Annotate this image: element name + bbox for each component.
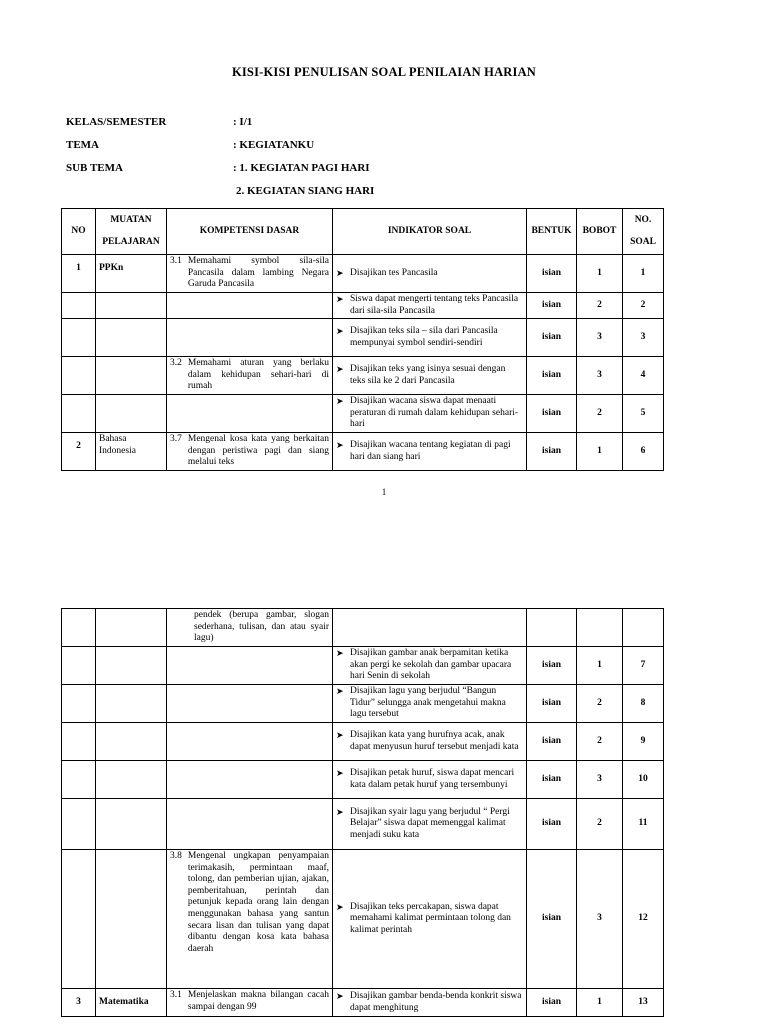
arrow-bullet-icon: ➤ xyxy=(336,767,344,778)
cell-bentuk xyxy=(527,799,577,850)
kd-text: Memahami aturan yang berlaku dalam kehidupan sehari-hari di rumah xyxy=(187,358,329,392)
subject-name: Bahasa Indonesia xyxy=(99,434,136,456)
kd-number: 3.1 xyxy=(170,990,182,1000)
header-muatan xyxy=(96,209,167,255)
cell-bobot xyxy=(577,255,623,293)
header-bentuk: BENTUK xyxy=(527,209,577,255)
cell-no-soal xyxy=(623,723,664,761)
bobot-value: 3 xyxy=(597,773,602,784)
cell-no xyxy=(62,293,96,319)
kd-item xyxy=(170,851,329,955)
indikator-text: Disajikan petak huruf, siswa dapat mencari kata dalam petak huruf yang tersembunyi xyxy=(350,767,515,790)
cell-bentuk xyxy=(527,761,577,799)
cell-indikator xyxy=(333,989,527,1017)
kd-text: pendek (berupa gambar, slogan sederhana, tulisan, dan atau syair lagu) xyxy=(194,610,329,644)
cell-no-soal xyxy=(623,357,664,395)
cell-kompetensi-dasar xyxy=(167,799,333,850)
soal-number: 7 xyxy=(640,659,646,670)
cell-no-soal xyxy=(623,647,664,685)
table-row xyxy=(62,395,664,433)
arrow-bullet-icon: ➤ xyxy=(336,806,344,817)
arrow-bullet-icon: ➤ xyxy=(336,267,344,278)
indikator-text: Disajikan wacana tentang kegiatan di pagi hari dan siang hari xyxy=(350,439,511,462)
cell-no xyxy=(62,357,96,395)
cell-no xyxy=(62,799,96,850)
cell-indikator xyxy=(333,609,527,647)
table-row xyxy=(62,433,664,471)
indikator-text: Disajikan teks yang isinya sesuai dengan teks sila ke 2 dari Pancasila xyxy=(350,364,506,386)
cell-bentuk xyxy=(527,433,577,471)
cell-bobot xyxy=(577,799,623,850)
soal-number: 11 xyxy=(638,818,648,829)
header-nosoal-line2: SOAL xyxy=(630,236,656,247)
arrow-bullet-icon: ➤ xyxy=(336,294,344,304)
bobot-value: 1 xyxy=(597,659,602,670)
indikator-item xyxy=(336,294,523,317)
kd-number: 3.7 xyxy=(170,434,182,445)
cell-no xyxy=(62,395,96,433)
cell-indikator xyxy=(333,850,527,989)
indikator-text: Disajikan gambar anak berpamitan ketika akan pergi ke sekolah dan gambar upacara hari Senin di sekolah xyxy=(350,648,512,682)
cell-bobot xyxy=(577,293,623,319)
bentuk-value: isian xyxy=(541,659,561,670)
meta-key: TEMA xyxy=(66,139,99,151)
arrow-bullet-icon: ➤ xyxy=(336,396,344,407)
subject-name: Matematika xyxy=(99,997,149,1007)
table-row xyxy=(62,357,664,395)
cell-bobot xyxy=(577,989,623,1017)
row-number: 2 xyxy=(76,441,81,452)
kd-number: 3.8 xyxy=(170,851,182,861)
cell-kompetensi-dasar xyxy=(167,255,333,293)
meta-value: 2. KEGIATAN SIANG HARI xyxy=(236,185,375,197)
cell-bentuk xyxy=(527,989,577,1017)
kd-text: Mengenal kosa kata yang berkaitan dengan peristiwa pagi dan siang melalui teks xyxy=(187,434,329,468)
cell-bentuk xyxy=(527,723,577,761)
cell-no xyxy=(62,685,96,723)
header-bobot: BOBOT xyxy=(577,209,623,255)
bobot-value: 3 xyxy=(597,369,602,380)
header-nosoal-line1: NO. xyxy=(634,214,652,225)
cell-muatan xyxy=(96,357,167,395)
cell-muatan xyxy=(96,761,167,799)
cell-indikator xyxy=(333,761,527,799)
cell-no-soal xyxy=(623,433,664,471)
arrow-bullet-icon: ➤ xyxy=(336,326,344,337)
indikator-item xyxy=(336,807,523,842)
soal-number: 1 xyxy=(640,267,646,278)
cell-muatan xyxy=(96,989,167,1017)
bentuk-value: isian xyxy=(541,369,561,380)
table-row xyxy=(62,761,664,799)
soal-number: 9 xyxy=(640,735,646,746)
table-row xyxy=(62,989,664,1017)
table-row xyxy=(62,255,664,293)
cell-no xyxy=(62,319,96,357)
cell-bobot xyxy=(577,685,623,723)
header-muatan-line1: MUATAN xyxy=(110,214,152,225)
cell-muatan xyxy=(96,293,167,319)
indikator-item xyxy=(336,396,523,431)
indikator-item xyxy=(336,648,523,683)
bobot-value: 3 xyxy=(597,913,602,924)
header-no: NO xyxy=(62,209,96,255)
meta-key: SUB TEMA xyxy=(66,162,123,174)
indikator-item xyxy=(336,440,523,463)
cell-muatan xyxy=(96,850,167,989)
cell-indikator xyxy=(333,799,527,850)
cell-muatan xyxy=(96,647,167,685)
meta-value: : KEGIATANKU xyxy=(233,139,315,151)
cell-indikator xyxy=(333,319,527,357)
cell-no-soal xyxy=(623,761,664,799)
header-kd: KOMPETENSI DASAR xyxy=(167,209,333,255)
cell-kompetensi-dasar xyxy=(167,293,333,319)
cell-bentuk xyxy=(527,357,577,395)
indikator-text: Disajikan lagu yang berjudul “Bangun Tidur” selungga anak mengetahui makna lagu tersebut xyxy=(350,686,506,720)
cell-kompetensi-dasar xyxy=(167,850,333,989)
arrow-bullet-icon: ➤ xyxy=(336,686,344,697)
cell-bobot xyxy=(577,433,623,471)
indikator-text: Disajikan tes Pancasila xyxy=(350,267,438,278)
indikator-text: Disajikan gambar benda-benda konkrit siswa dapat menghitung xyxy=(350,990,522,1013)
cell-kompetensi-dasar xyxy=(167,685,333,723)
cell-no-soal xyxy=(623,255,664,293)
row-number: 1 xyxy=(76,263,81,273)
cell-bentuk xyxy=(527,850,577,989)
cell-no-soal xyxy=(623,319,664,357)
bobot-value: 3 xyxy=(597,331,602,342)
cell-no-soal xyxy=(623,799,664,850)
table-header-row xyxy=(62,209,664,255)
cell-muatan xyxy=(96,723,167,761)
cell-bobot xyxy=(577,319,623,357)
cell-no xyxy=(62,255,96,293)
cell-muatan xyxy=(96,799,167,850)
cell-bobot xyxy=(577,395,623,433)
cell-no xyxy=(62,723,96,761)
cell-bentuk xyxy=(527,609,577,647)
cell-indikator xyxy=(333,647,527,685)
cell-muatan xyxy=(96,609,167,647)
arrow-bullet-icon: ➤ xyxy=(336,439,344,450)
cell-bentuk xyxy=(527,395,577,433)
kisi-kisi-table-page-2 xyxy=(61,608,664,1017)
bobot-value: 2 xyxy=(597,299,602,310)
cell-bobot xyxy=(577,357,623,395)
cell-no xyxy=(62,609,96,647)
bobot-value: 1 xyxy=(597,996,602,1007)
arrow-bullet-icon: ➤ xyxy=(336,990,344,1001)
cell-no-soal xyxy=(623,293,664,319)
bentuk-value: isian xyxy=(541,996,561,1007)
cell-muatan xyxy=(96,395,167,433)
bobot-value: 1 xyxy=(597,267,602,278)
cell-muatan xyxy=(96,433,167,471)
bobot-value: 2 xyxy=(597,697,602,708)
indikator-text: Disajikan kata yang hurufnya acak, anak dapat menyusun huruf tersebut menjadi kata xyxy=(350,729,519,752)
table-row xyxy=(62,319,664,357)
kd-text: Mengenal ungkapan penyampaian terimakasih, permintaan maaf, tolong, dan pemberian ujian, ajakan, pemberitahuan, perintah dan petunjuk kepada orang lain dengan menggunakan bahasa yang santun secara lisan dan tulisan yang dapat dibantu dengan kosa kata bahasa daerah xyxy=(187,851,329,954)
cell-indikator xyxy=(333,723,527,761)
cell-no xyxy=(62,433,96,471)
soal-number: 5 xyxy=(640,407,646,418)
bentuk-value: isian xyxy=(541,331,561,342)
kd-item xyxy=(170,990,329,1013)
cell-indikator xyxy=(333,395,527,433)
cell-indikator xyxy=(333,255,527,293)
table-row xyxy=(62,685,664,723)
indikator-text: Disajikan teks sila – sila dari Pancasila mempunyai symbol sendiri-sendiri xyxy=(350,326,498,348)
indikator-item xyxy=(336,991,523,1014)
document-title: KISI-KISI PENULISAN SOAL PENILAIAN HARIAN xyxy=(231,65,537,79)
table-row xyxy=(62,799,664,850)
kd-text: Menjelaskan makna bilangan cacah sampai dengan 99 xyxy=(187,990,329,1012)
cell-indikator xyxy=(333,433,527,471)
row-number: 3 xyxy=(76,997,81,1007)
indikator-text: Siswa dapat mengerti tentang teks Pancasila dari sila-sila Pancasila xyxy=(350,294,519,316)
cell-no-soal xyxy=(623,685,664,723)
kd-continuation xyxy=(170,610,329,645)
kd-number: 3.2 xyxy=(170,358,182,369)
bentuk-value: isian xyxy=(541,913,561,924)
cell-no xyxy=(62,761,96,799)
kd-item xyxy=(170,256,329,291)
bentuk-value: isian xyxy=(541,773,561,784)
indikator-item xyxy=(336,268,523,280)
indikator-item xyxy=(336,768,523,791)
cell-kompetensi-dasar xyxy=(167,723,333,761)
cell-kompetensi-dasar xyxy=(167,989,333,1017)
header-nosoal xyxy=(623,209,664,255)
cell-no xyxy=(62,647,96,685)
soal-number: 2 xyxy=(640,299,646,310)
cell-no-soal xyxy=(623,609,664,647)
table-row xyxy=(62,647,664,685)
indikator-item xyxy=(336,326,523,349)
soal-number: 8 xyxy=(640,697,646,708)
table-row xyxy=(62,609,664,647)
bentuk-value: isian xyxy=(541,445,561,456)
cell-kompetensi-dasar xyxy=(167,609,333,647)
table-row xyxy=(62,723,664,761)
cell-bentuk xyxy=(527,319,577,357)
cell-bentuk xyxy=(527,255,577,293)
cell-muatan xyxy=(96,255,167,293)
cell-kompetensi-dasar xyxy=(167,433,333,471)
indikator-item xyxy=(336,730,523,753)
bentuk-value: isian xyxy=(541,267,561,278)
kd-number: 3.1 xyxy=(170,256,182,266)
arrow-bullet-icon: ➤ xyxy=(336,729,344,740)
indikator-text: Disajikan wacana siswa dapat menaati peraturan di rumah dalam kehidupan sehari-hari xyxy=(350,396,519,430)
cell-kompetensi-dasar xyxy=(167,761,333,799)
meta-key: KELAS/SEMESTER xyxy=(66,116,167,128)
soal-number: 3 xyxy=(640,331,646,342)
indikator-text: Disajikan teks percakapan, siswa dapat memahami kalimat permintaan tolong dan kalimat perintah xyxy=(350,901,511,935)
cell-bobot xyxy=(577,723,623,761)
subject-name: PPKn xyxy=(99,263,124,273)
cell-indikator xyxy=(333,293,527,319)
cell-no xyxy=(62,850,96,989)
cell-kompetensi-dasar xyxy=(167,647,333,685)
indikator-item xyxy=(336,364,523,387)
cell-bentuk xyxy=(527,685,577,723)
bentuk-value: isian xyxy=(541,735,561,746)
cell-kompetensi-dasar xyxy=(167,319,333,357)
table-row xyxy=(62,850,664,989)
bentuk-value: isian xyxy=(541,299,561,310)
cell-kompetensi-dasar xyxy=(167,357,333,395)
cell-muatan xyxy=(96,685,167,723)
kd-text: Memahami symbol sila-sila Pancasila dalam lambing Negara Garuda Pancasila xyxy=(187,256,329,290)
header-muatan-line2: PELAJARAN xyxy=(102,236,160,247)
arrow-bullet-icon: ➤ xyxy=(336,901,344,912)
meta-value: : 1. KEGIATAN PAGI HARI xyxy=(233,162,370,174)
soal-number: 6 xyxy=(640,445,646,456)
cell-muatan xyxy=(96,319,167,357)
cell-indikator xyxy=(333,357,527,395)
soal-number: 10 xyxy=(638,773,648,784)
cell-no-soal xyxy=(623,989,664,1017)
indikator-item xyxy=(336,902,523,937)
soal-number: 13 xyxy=(638,996,648,1007)
header-indikator: INDIKATOR SOAL xyxy=(333,209,527,255)
cell-bobot xyxy=(577,761,623,799)
cell-bobot xyxy=(577,609,623,647)
soal-number: 4 xyxy=(640,369,646,380)
page-number: 1 xyxy=(381,487,387,497)
cell-no xyxy=(62,989,96,1017)
bobot-value: 2 xyxy=(597,735,602,746)
cell-bobot xyxy=(577,647,623,685)
cell-no-soal xyxy=(623,395,664,433)
bobot-value: 2 xyxy=(597,407,602,418)
table-row xyxy=(62,293,664,319)
bobot-value: 2 xyxy=(597,818,602,829)
cell-bobot xyxy=(577,850,623,989)
meta-value: : I/1 xyxy=(233,116,253,128)
cell-no-soal xyxy=(623,850,664,989)
bentuk-value: isian xyxy=(541,818,561,829)
soal-number: 12 xyxy=(638,913,648,924)
bentuk-value: isian xyxy=(541,697,561,708)
indikator-item xyxy=(336,686,523,721)
cell-indikator xyxy=(333,685,527,723)
indikator-text: Disajikan syair lagu yang berjudul “ Pergi Belajar” siswa dapat memenggal kalimat menjadi suku kata xyxy=(350,806,510,840)
arrow-bullet-icon: ➤ xyxy=(336,648,344,659)
kd-item xyxy=(170,358,329,393)
arrow-bullet-icon: ➤ xyxy=(336,364,344,375)
kisi-kisi-table-page-1 xyxy=(61,208,664,471)
bobot-value: 1 xyxy=(597,445,602,456)
cell-kompetensi-dasar xyxy=(167,395,333,433)
cell-bentuk xyxy=(527,293,577,319)
bentuk-value: isian xyxy=(541,407,561,418)
kd-item xyxy=(170,434,329,469)
cell-bentuk xyxy=(527,647,577,685)
